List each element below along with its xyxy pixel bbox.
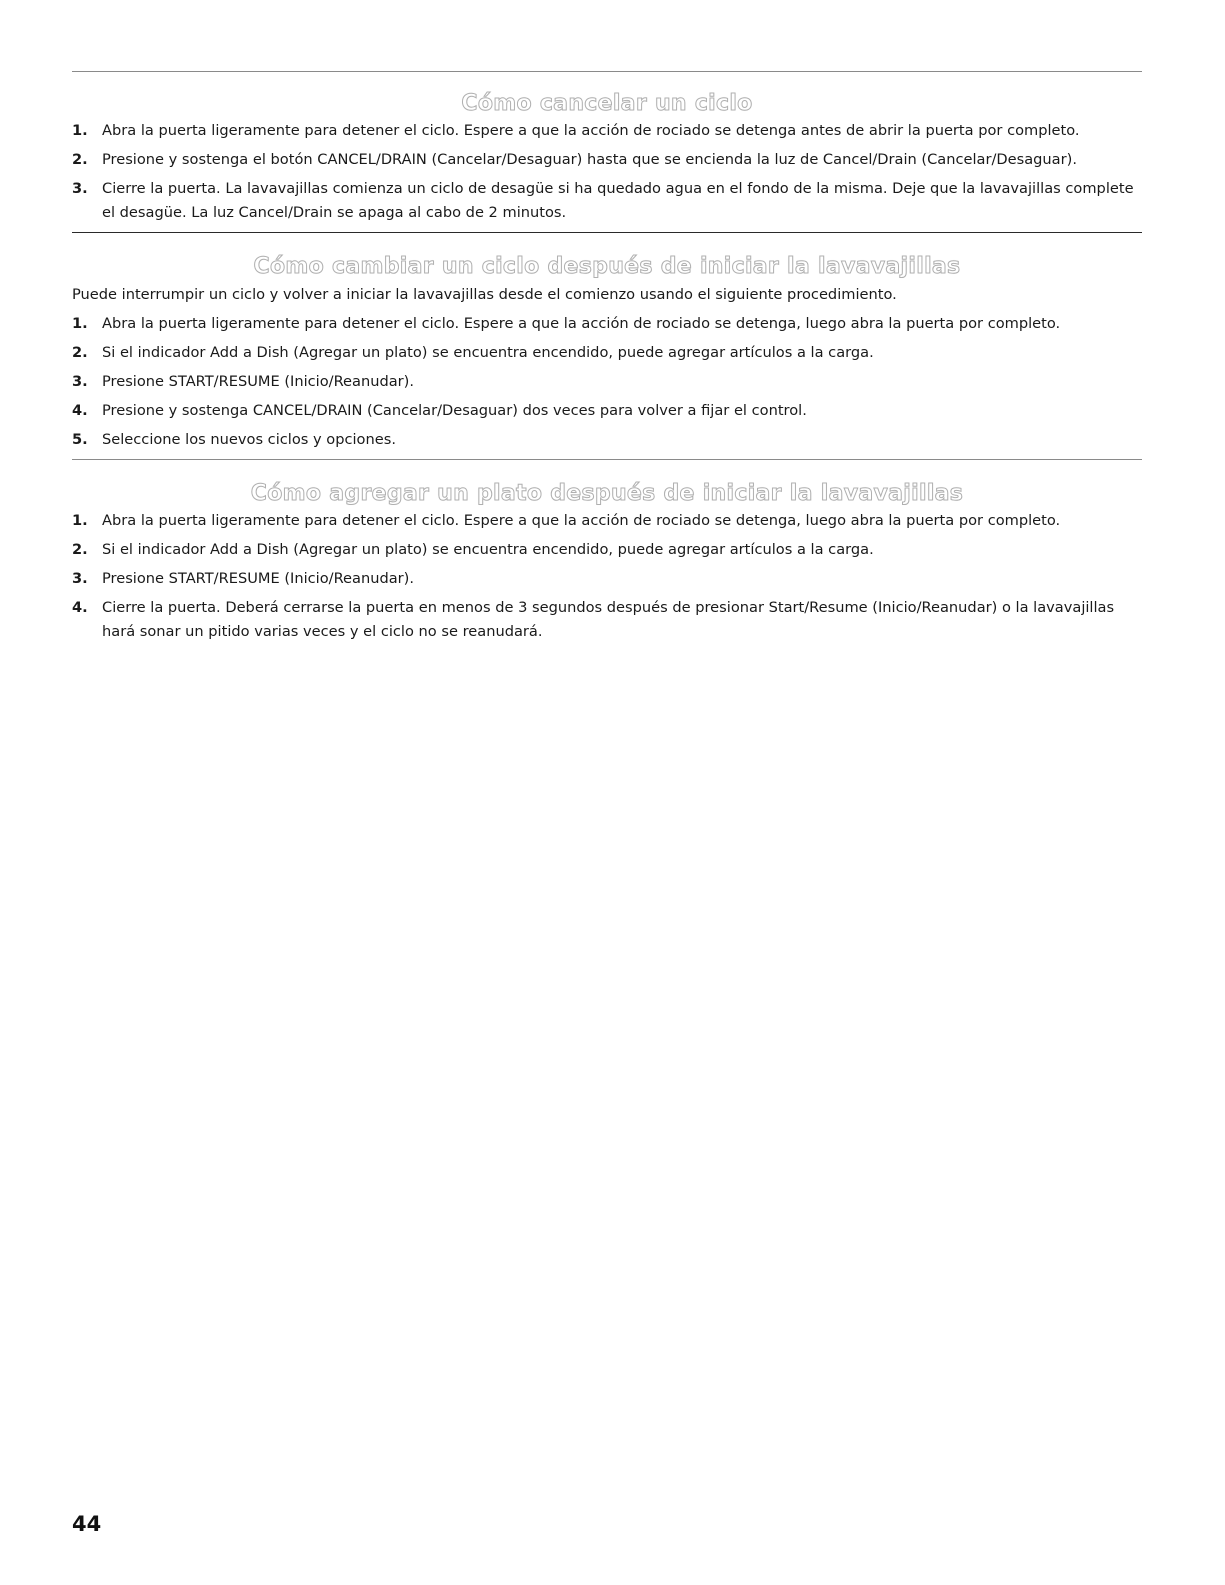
top-divider: [72, 71, 1142, 72]
section-change-cycle: [72, 252, 1142, 452]
steps-list: [72, 119, 1142, 225]
step-number: 5.: [72, 431, 88, 448]
list-item: [72, 538, 1142, 562]
step-text: Cierre la puerta. Deberá cerrarse la puerta en menos de 3 segundos después de presionar Start/Resume (Inicio/Reanudar) o la lavavajillas hará sonar un pitido varias veces y el ciclo no se reanudará.: [102, 599, 1115, 640]
list-item: [72, 399, 1142, 423]
step-text: Presione START/RESUME (Inicio/Reanudar).: [102, 373, 415, 390]
section-title-cancel-cycle: Cómo cancelar un ciclo: [461, 91, 753, 116]
step-number: 3.: [72, 570, 88, 587]
step-text: Abra la puerta ligeramente para detener el ciclo. Espere a que la acción de rociado se detenga, luego abra la puerta por completo.: [102, 315, 1061, 332]
steps-list: [72, 509, 1142, 644]
step-text: Presione START/RESUME (Inicio/Reanudar).: [102, 570, 415, 587]
step-text: Abra la puerta ligeramente para detener el ciclo. Espere a que la acción de rociado se detenga, luego abra la puerta por completo.: [102, 512, 1061, 529]
step-number: 4.: [72, 402, 88, 419]
section-divider: [72, 459, 1142, 460]
section-divider: [72, 232, 1142, 233]
step-number: 4.: [72, 599, 88, 616]
step-number: 3.: [72, 373, 88, 390]
step-number: 3.: [72, 180, 88, 197]
list-item: [72, 567, 1142, 591]
section-intro: Puede interrumpir un ciclo y volver a iniciar la lavavajillas desde el comienzo usando el siguiente procedimiento.: [72, 286, 897, 303]
step-number: 1.: [72, 122, 88, 139]
page-number: 44: [72, 1512, 102, 1536]
step-number: 2.: [72, 541, 88, 558]
section-add-dish: [72, 479, 1142, 644]
list-item: [72, 312, 1142, 336]
step-text: Seleccione los nuevos ciclos y opciones.: [102, 431, 396, 448]
step-text: Presione y sostenga CANCEL/DRAIN (Cancelar/Desaguar) dos veces para volver a fijar el control.: [102, 402, 807, 419]
section-title-change-cycle: Cómo cambiar un ciclo después de iniciar la lavavajillas: [253, 254, 961, 279]
step-number: 2.: [72, 344, 88, 361]
list-item: [72, 148, 1142, 172]
list-item: [72, 177, 1142, 225]
step-text: Si el indicador Add a Dish (Agregar un plato) se encuentra encendido, puede agregar artículos a la carga.: [102, 344, 874, 361]
section-title-add-dish: Cómo agregar un plato después de iniciar la lavavajillas: [250, 481, 964, 506]
list-item: [72, 596, 1142, 644]
step-text: Cierre la puerta. La lavavajillas comienza un ciclo de desagüe si ha quedado agua en el fondo de la misma. Deje que la lavavajillas complete el desagüe. La luz Cancel/Drain se apaga al cabo de 2 minutos.: [102, 180, 1134, 221]
step-text: Presione y sostenga el botón CANCEL/DRAIN (Cancelar/Desaguar) hasta que se encienda la luz de Cancel/Drain (Cancelar/Desaguar).: [102, 151, 1077, 168]
step-text: Si el indicador Add a Dish (Agregar un plato) se encuentra encendido, puede agregar artículos a la carga.: [102, 541, 874, 558]
list-item: [72, 428, 1142, 452]
list-item: [72, 370, 1142, 394]
list-item: [72, 119, 1142, 143]
list-item: [72, 509, 1142, 533]
step-text: Abra la puerta ligeramente para detener el ciclo. Espere a que la acción de rociado se detenga antes de abrir la puerta por completo.: [102, 122, 1080, 139]
manual-page: [72, 71, 1142, 649]
list-item: [72, 341, 1142, 365]
steps-list: [72, 312, 1142, 452]
step-number: 1.: [72, 315, 88, 332]
step-number: 2.: [72, 151, 88, 168]
step-number: 1.: [72, 512, 88, 529]
section-cancel-cycle: [72, 89, 1142, 225]
